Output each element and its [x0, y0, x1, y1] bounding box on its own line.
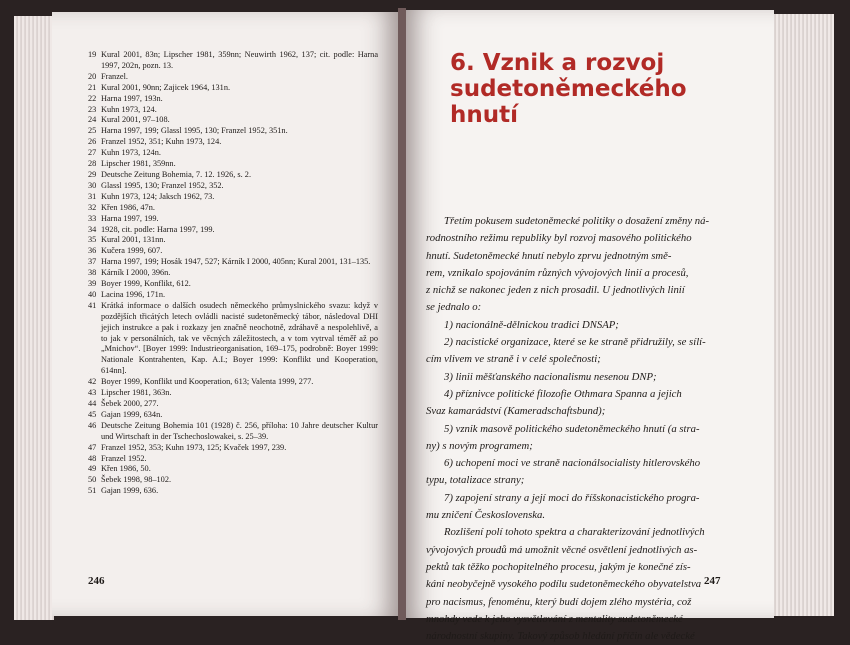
body-line: se jednalo o: — [426, 301, 482, 314]
endnote-text: Harna 1997, 193n. — [101, 93, 163, 103]
endnote-number: 42 — [88, 377, 97, 387]
body-line: hnutí. Sudetoněmecké hnutí nebylo zprvu jednotným smě- — [426, 249, 672, 262]
endnote-number: 24 — [88, 115, 97, 125]
endnote-text: Kučera 1999, 607. — [101, 246, 163, 256]
endnote-number: 36 — [88, 246, 97, 256]
endnote — [88, 94, 378, 105]
endnote — [88, 388, 378, 399]
endnote-text: Kuhn 1973, 124; Jaksch 1962, 73. — [101, 191, 215, 201]
endnote — [88, 421, 378, 443]
endnote — [88, 214, 378, 225]
endnote-text: Franzel 1952, 351; Kuhn 1973, 124. — [101, 137, 222, 147]
body-line: rodnostního režimu republiky byl rozvoj masového politického — [426, 232, 692, 245]
endnote — [88, 203, 378, 214]
endnote-text: Gajan 1999, 636. — [101, 486, 159, 496]
page-number-right: 247 — [704, 575, 721, 587]
body-line: 1) nacionálně-dělnickou tradici DNSAP; — [444, 318, 619, 331]
endnote-number: 23 — [88, 104, 97, 114]
endnote-text: Gajan 1999, 634n. — [101, 409, 163, 419]
endnote — [88, 454, 378, 465]
body-line: z nichž se nakonec jeden z nich prosadil. U jednotlivých linií — [426, 284, 685, 297]
chapter-title-line-1: 6. Vznik a rozvoj — [450, 50, 665, 76]
endnote — [88, 170, 378, 181]
endnote — [88, 225, 378, 236]
endnote-text: Harna 1997, 199; Hosák 1947, 527; Kárník I 2000, 405nn; Kural 2001, 131–135. — [101, 257, 371, 267]
endnote — [88, 279, 378, 290]
endnote-number: 49 — [88, 464, 97, 474]
endnote — [88, 72, 378, 83]
endnote — [88, 181, 378, 192]
endnote-number: 46 — [88, 420, 97, 430]
body-line: 7) zapojení strany a její moci do říšskonacistického progra- — [444, 491, 700, 504]
body-line: vývojových proudů má umožnit věcné osvětlení jednotlivých as- — [426, 543, 698, 556]
endnote — [88, 192, 378, 203]
endnote-text: Harna 1997, 199. — [101, 213, 159, 223]
endnote-number: 51 — [88, 486, 97, 496]
endnote-number: 29 — [88, 169, 97, 179]
endnote-text: Glassl 1995, 130; Franzel 1952, 352. — [101, 180, 224, 190]
endnote-number: 43 — [88, 388, 97, 398]
endnote-text: Šebek 1998, 98–102. — [101, 475, 172, 485]
endnote-number: 40 — [88, 289, 97, 299]
endnote-number: 41 — [88, 300, 97, 310]
endnote-number: 21 — [88, 82, 97, 92]
endnote — [88, 235, 378, 246]
endnote-text: Franzel 1952. — [101, 453, 147, 463]
endnote-text: Boyer 1999, Konflikt, 612. — [101, 279, 191, 289]
endnote — [88, 268, 378, 279]
endnote-number: 34 — [88, 224, 97, 234]
endnote — [88, 105, 378, 116]
left-page-edges — [14, 16, 54, 620]
body-line: pro nacismus, fenoménu, který budí dojem zlého mystéria, což — [426, 595, 692, 608]
endnote-text: Deutsche Zeitung Bohemia, 7. 12. 1926, s. 2. — [101, 169, 252, 179]
endnote-text: Lipscher 1981, 363n. — [101, 388, 172, 398]
body-line: 6) uchopení moci ve straně nacionálsocialisty hitlerovského — [444, 457, 701, 470]
endnote-number: 19 — [88, 50, 97, 59]
endnote-number: 31 — [88, 191, 97, 201]
endnote-text: Šebek 2000, 277. — [101, 399, 159, 408]
endnote-text: Kural 2001, 97–108. — [101, 115, 170, 125]
endnote — [88, 148, 378, 159]
body-line: pektů tak těžko pochopitelného procesu, jakým je konečné zís- — [426, 560, 691, 573]
endnote-text: Kuhn 1973, 124. — [101, 104, 157, 114]
chapter-title-line-2: sudetoněmeckého hnutí — [450, 76, 687, 128]
endnote-number: 26 — [88, 137, 97, 147]
body-line: rem, vznikalo spojováním různých vývojových linií a procesů, — [426, 266, 689, 279]
chapter-body-text — [426, 213, 726, 645]
endnote-number: 47 — [88, 442, 97, 452]
endnote-number: 32 — [88, 202, 97, 212]
endnote-number: 20 — [88, 71, 97, 81]
body-line: ny) s novým programem; — [426, 439, 533, 452]
endnote-number: 45 — [88, 409, 97, 419]
body-line: 2) nacistické organizace, které se ke straně přidružily, se sílí- — [444, 336, 706, 349]
endnote — [88, 443, 378, 454]
endnote-text: Křen 1986, 47n. — [101, 202, 155, 212]
endnote-number: 39 — [88, 279, 97, 289]
body-line: mnohdy vede k jeho vysvětlování z mentality sudetoněmecké — [426, 612, 683, 625]
endnote — [88, 137, 378, 148]
endnote-number: 28 — [88, 159, 97, 169]
endnote-text: Kural 2001, 90nn; Zajicek 1964, 131n. — [101, 82, 231, 92]
body-line: mu zničení Československa. — [426, 509, 546, 522]
endnote-number: 35 — [88, 235, 97, 245]
body-line: národnostní skupiny. Takový způsob hledání příčin ale vědecké — [426, 630, 695, 643]
endnote-number: 25 — [88, 126, 97, 136]
endnote — [88, 475, 378, 486]
endnote-text: Krátká informace o dalších osudech německého průmyslnického svazu: když v pozdějších třicátých letech ovládli nacisté sudetoněmecký tábor, následoval DHI jejich instrukce a pak i rozkazy jen značně neochotně, zdráhavě a nespolehlivě, a to jak v personálních, tak ve věcných záležitostech, a v tom vytrval téměř až po „Mnichov“. [Boyer 1999: Industrieorganisation, 169–175, podrobně: Boyer 1999: Nationale Kontrahenten, Kap. A.I.; Boyer 1999: Konflikt und Kooperation, 614nn]. — [101, 300, 378, 376]
chapter-title — [450, 50, 750, 128]
endnote — [88, 486, 378, 497]
endnote — [88, 464, 378, 475]
body-line: cím vlivem ve straně i v celé společnosti; — [426, 353, 601, 366]
endnote — [88, 399, 378, 410]
endnote — [88, 301, 378, 377]
endnote-text: Lacina 1996, 171n. — [101, 289, 166, 299]
endnote-number: 38 — [88, 268, 97, 278]
right-page-edges — [772, 14, 834, 616]
endnote-text: Boyer 1999, Konflikt und Kooperation, 613; Valenta 1999, 277. — [101, 377, 314, 387]
endnote — [88, 50, 378, 72]
endnote-text: Kuhn 1973, 124n. — [101, 148, 161, 158]
endnote-text: Kural 2001, 131nn. — [101, 235, 166, 245]
endnote-text: Harna 1997, 199; Glassl 1995, 130; Franzel 1952, 351n. — [101, 126, 288, 136]
endnote — [88, 290, 378, 301]
endnote-number: 44 — [88, 399, 97, 408]
body-line: Svaz kamarádství (Kameradschaftsbund); — [426, 405, 606, 418]
endnote — [88, 83, 378, 94]
book-spine — [398, 8, 406, 620]
endnote-number: 27 — [88, 148, 97, 158]
endnote — [88, 246, 378, 257]
endnote-number: 30 — [88, 180, 97, 190]
endnote-number: 33 — [88, 213, 97, 223]
endnote-number: 37 — [88, 257, 97, 267]
endnote — [88, 257, 378, 268]
endnote — [88, 159, 378, 170]
endnote — [88, 126, 378, 137]
endnote-number: 50 — [88, 475, 97, 485]
endnotes-list — [88, 50, 378, 497]
body-line: 5) vznik masově politického sudetoněmeckého hnutí (a stra- — [444, 422, 700, 435]
endnote-text: Kárník I 2000, 396n. — [101, 268, 171, 278]
body-line: typu, totalizace strany; — [426, 474, 525, 487]
endnote-text: Kural 2001, 83n; Lipscher 1981, 359nn; Neuwirth 1962, 137; cit. podle: Harna 1997, 202n, pozn. 13. — [101, 50, 378, 70]
endnote — [88, 377, 378, 388]
body-line: 4) příznivce politické filozofie Othmara Spanna a jejich — [444, 387, 682, 400]
endnote-number: 48 — [88, 453, 97, 463]
endnote-text: Lipscher 1981, 359nn. — [101, 159, 176, 169]
endnote — [88, 410, 378, 421]
page-number-left: 246 — [88, 575, 105, 587]
body-line: Rozlišení polí tohoto spektra a charakterizování jednotlivých — [444, 526, 705, 539]
endnote — [88, 115, 378, 126]
endnote-number: 22 — [88, 93, 97, 103]
endnote-text: Franzel. — [101, 71, 128, 81]
endnote-text: Křen 1986, 50. — [101, 464, 151, 474]
body-line: kání neobyčejně vysokého podílu sudetoněmeckého obyvatelstva — [426, 578, 702, 591]
endnote-text: Deutsche Zeitung Bohemia 101 (1928) č. 256, příloha: 10 Jahre deutscher Kultur und Wirtschaft in der Tschechoslowakei, s. 25–39. — [101, 420, 378, 441]
body-line: 3) linii měšťanského nacionalismu nesenou DNP; — [444, 370, 657, 383]
endnote-text: 1928, cit. podle: Harna 1997, 199. — [101, 224, 215, 234]
body-line: Třetím pokusem sudetoněmecké politiky o dosažení změny ná- — [444, 215, 710, 227]
endnote-text: Franzel 1952, 353; Kuhn 1973, 125; Kvaček 1997, 239. — [101, 442, 287, 452]
